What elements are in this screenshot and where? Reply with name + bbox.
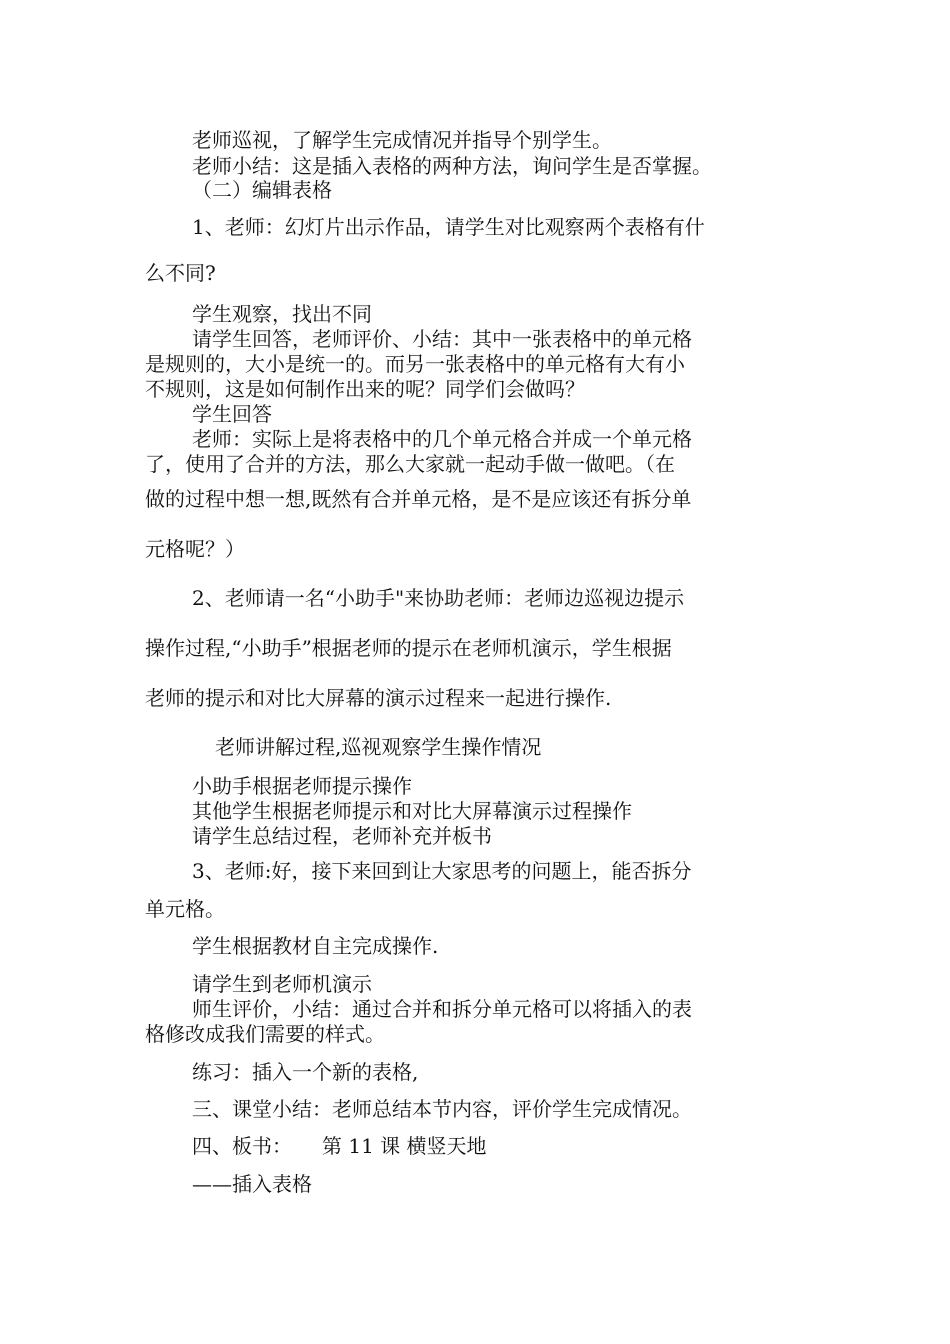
text-line: ——插入表格 [192, 1172, 312, 1196]
text-line: 元格呢？） [145, 537, 245, 561]
text-line: 了，使用了合并的方法，那么大家就一起动手做一做吧。（在 [145, 452, 675, 476]
text-line: 请学生总结过程，老师补充并板书 [192, 824, 492, 848]
section-heading: （二）编辑表格 [192, 178, 332, 202]
text-line: 2、老师请一名“小助手"来协助老师：老师边巡视边提示 [192, 586, 685, 610]
text-line: 是规则的，大小是统一的。而另一张表格中的单元格有大有小 [145, 352, 685, 376]
text-line: 小助手根据老师提示操作 [192, 774, 412, 798]
text-line: 1、老师：幻灯片出示作品，请学生对比观察两个表格有什 [192, 215, 705, 239]
text-line: 其他学生根据老师提示和对比大屏幕演示过程操作 [192, 799, 632, 823]
text-line: 请学生到老师机演示 [192, 972, 372, 996]
text-line: 师生评价，小结：通过合并和拆分单元格可以将插入的表 [192, 997, 692, 1021]
text-line: 格修改成我们需要的样式。 [145, 1022, 385, 1046]
text-line: 3、老师:好，接下来回到让大家思考的问题上，能否拆分 [192, 859, 692, 883]
section-heading: 四、板书： 第 11 课 横竖天地 [192, 1134, 487, 1158]
text-line: 学生根据教材自主完成操作. [192, 934, 439, 958]
text-line: 老师小结：这是插入表格的两种方法，询问学生是否掌握。 [192, 154, 712, 178]
text-line: 老师讲解过程,巡视观察学生操作情况 [215, 735, 542, 759]
text-line: 么不同? [145, 261, 216, 285]
text-line: 学生回答 [192, 402, 272, 426]
text-line: 单元格。 [145, 897, 225, 921]
text-line: 操作过程,“小助手”根据老师的提示在老师机演示，学生根据 [145, 636, 672, 660]
section-heading: 三、课堂小结：老师总结本节内容，评价学生完成情况。 [192, 1097, 692, 1121]
text-line: 请学生回答，老师评价、小结：其中一张表格中的单元格 [192, 327, 692, 351]
text-line: 练习：插入一个新的表格, [192, 1060, 419, 1084]
text-line: 不规则，这是如何制作出来的呢？同学们会做吗？ [145, 377, 585, 401]
text-line: 老师巡视，了解学生完成情况并指导个别学生。 [192, 128, 612, 152]
text-line: 老师：实际上是将表格中的几个单元格合并成一个单元格 [192, 427, 692, 451]
text-line: 学生观察，找出不同 [192, 302, 372, 326]
text-line: 老师的提示和对比大屏幕的演示过程来一起进行操作. [145, 686, 612, 710]
text-line: 做的过程中想一想,既然有合并单元格，是不是应该还有拆分单 [145, 487, 692, 511]
